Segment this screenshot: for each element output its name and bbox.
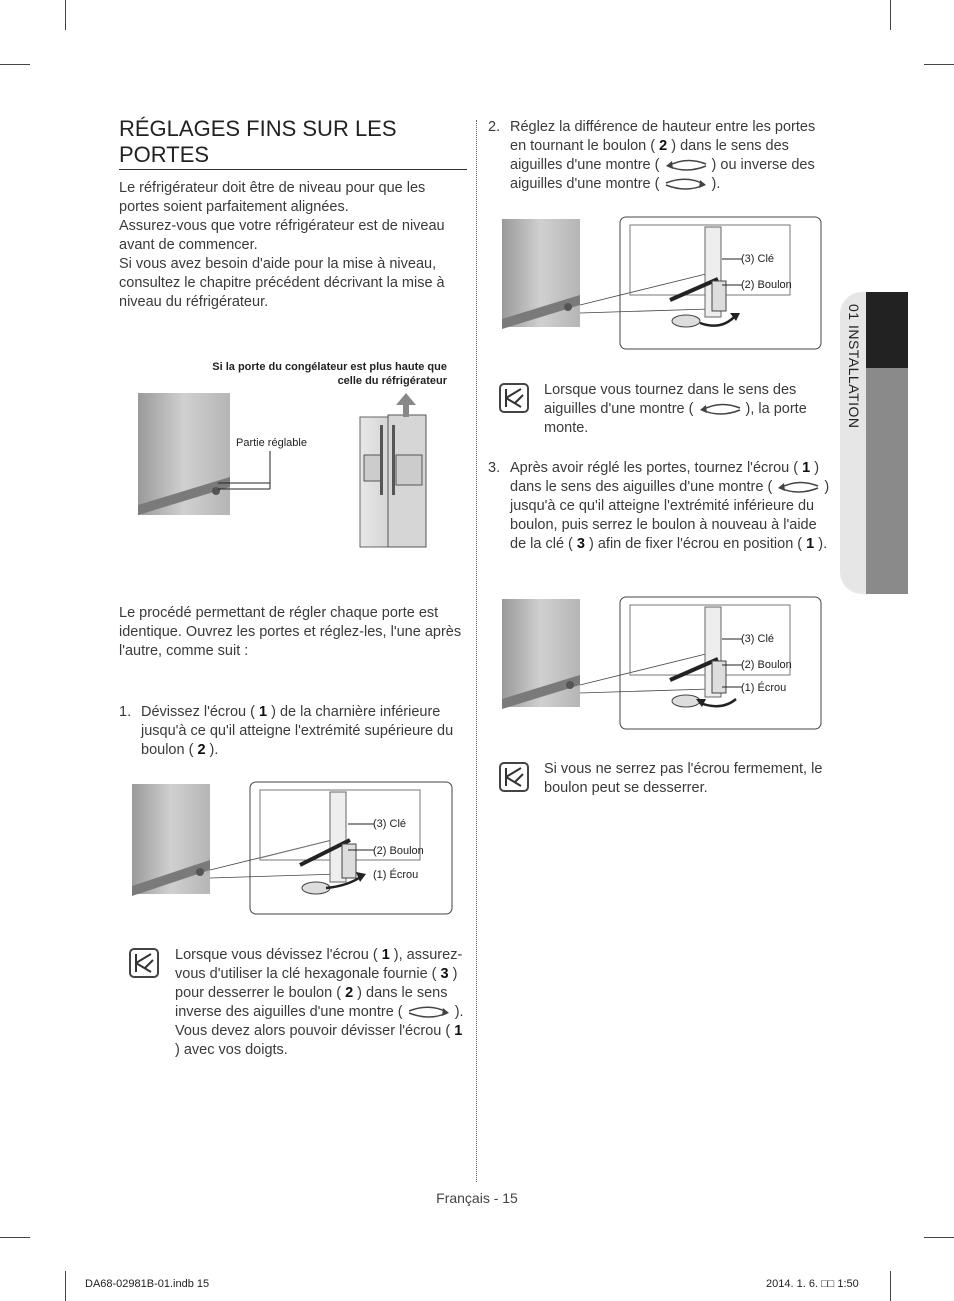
- ref-number: 2: [659, 138, 668, 154]
- side-tab-marker: [866, 292, 908, 368]
- ref-number: 3: [576, 536, 585, 552]
- step-3-text: [510, 459, 832, 554]
- key-label: (3) Clé: [741, 633, 775, 645]
- text-run: Après avoir réglé les portes, tournez l'écrou (: [510, 460, 803, 476]
- note-icon: [499, 762, 529, 792]
- text-run: ) dans le sens inverse des aiguilles d'une montre (: [175, 985, 448, 1020]
- crop-mark: [0, 64, 30, 65]
- text-run: ) de la charnière inférieure jusqu'à ce qu'il atteigne l'extrémité supérieure du boulon (: [141, 704, 454, 758]
- nut-label: (1) Écrou: [741, 682, 787, 694]
- note-3-text: Si vous ne serrez pas l'écrou fermement, le boulon peut se desserrer.: [544, 761, 823, 796]
- crop-mark: [924, 64, 954, 65]
- text-run: ) dans le sens des aiguilles d'une montre (: [510, 460, 820, 495]
- figure-caption: [190, 360, 447, 388]
- text-run: ) afin de fixer l'écrou en position (: [584, 536, 807, 552]
- note-2-text: [544, 381, 832, 438]
- note-1-paragraph: [175, 946, 467, 1022]
- intro-text: [119, 179, 467, 312]
- figure-caption-line: celle du réfrigérateur: [337, 375, 447, 387]
- text-run: ).: [450, 1004, 464, 1020]
- note-1-text: [175, 946, 467, 1060]
- text-run: Réglez la différence de hauteur entre les portes en tournant le boulon (: [510, 119, 816, 154]
- note-icon: [129, 948, 159, 978]
- page-title: RÉGLAGES FINS SUR LES PORTES: [119, 116, 397, 167]
- crop-mark: [890, 0, 891, 30]
- text-run: ), assurez-vous d'utiliser la clé hexagonale fournie (: [175, 947, 463, 982]
- nut-label: (1) Écrou: [373, 869, 419, 881]
- ref-number: 1: [806, 536, 815, 552]
- crop-mark: [65, 0, 66, 30]
- adjustable-part-label: Partie réglable: [236, 437, 307, 449]
- note-1-paragraph: [175, 1022, 467, 1060]
- print-date: 2014. 1. 6. □□ 1:50: [766, 1278, 859, 1290]
- step-2-text: [510, 118, 832, 194]
- ref-number: 1: [259, 704, 268, 720]
- file-slug: DA68-02981B-01.indb 15: [85, 1278, 210, 1290]
- ref-number: 2: [345, 985, 354, 1001]
- bolt-label: (2) Boulon: [741, 659, 792, 671]
- text-run: Lorsque vous tournez dans le sens des aiguilles d'une montre (: [544, 382, 797, 417]
- intro-paragraph: Assurez-vous que votre réfrigérateur est de niveau avant de commencer.: [119, 218, 445, 253]
- figure-caption-line: Si la porte du congélateur est plus haute que: [212, 361, 447, 373]
- procedure-text: Le procédé permettant de régler chaque porte est identique. Ouvrez les portes et réglez-les, l'une après l'autre, comme suit :: [119, 605, 462, 659]
- clockwise-arrow-icon: [698, 402, 742, 416]
- text-run: ) dans le sens des aiguilles d'une montre (: [510, 138, 789, 173]
- crop-mark: [65, 1271, 66, 1301]
- ref-number: 1: [802, 460, 811, 476]
- ref-number: 1: [454, 1023, 463, 1039]
- text-run: Lorsque vous dévissez l'écrou (: [175, 947, 382, 963]
- column-divider: [476, 120, 477, 1182]
- clockwise-arrow-icon: [776, 480, 820, 494]
- text-run: Vous devez alors pouvoir dévisser l'écrou (: [175, 1023, 455, 1039]
- clockwise-arrow-icon: [664, 158, 708, 172]
- crop-mark: [924, 1237, 954, 1238]
- ref-number: 2: [197, 742, 206, 758]
- text-run: ) pour desserrer le boulon (: [175, 966, 458, 1001]
- text-run: ), la porte monte.: [544, 401, 807, 436]
- text-run: ) ou inverse des aiguilles d'une montre (: [510, 157, 815, 192]
- bolt-label: (2) Boulon: [741, 279, 792, 291]
- step-number: 3.: [488, 460, 501, 476]
- step-number: 1.: [119, 704, 132, 720]
- counterclockwise-arrow-icon: [664, 177, 708, 191]
- intro-paragraph: Si vous avez besoin d'aide pour la mise à niveau, consultez le chapitre précédent décrivant la mise à niveau du réfrigérateur.: [119, 256, 445, 310]
- text-run: ).: [707, 176, 721, 192]
- ref-number: 1: [381, 947, 390, 963]
- note-icon: [499, 383, 529, 413]
- text-run: Dévissez l'écrou (: [141, 704, 259, 720]
- step-1-text: [141, 703, 467, 760]
- intro-paragraph: Le réfrigérateur doit être de niveau pour que les portes soient parfaitement alignées.: [119, 180, 426, 215]
- title-underline: [119, 169, 467, 170]
- text-run: ) jusqu'à ce qu'il atteigne l'extrémité inférieure du boulon, puis serrez le boulon à nouveau à l'aide de la clé (: [510, 479, 830, 552]
- ref-number: 3: [440, 966, 449, 982]
- step-number: 2.: [488, 119, 501, 135]
- text-run: ) avec vos doigts.: [175, 1042, 288, 1058]
- crop-mark: [0, 1237, 30, 1238]
- crop-mark: [890, 1271, 891, 1301]
- key-label: (3) Clé: [741, 253, 775, 265]
- counterclockwise-arrow-icon: [407, 1005, 451, 1019]
- section-label: 01 INSTALLATION: [846, 304, 862, 429]
- text-run: ).: [814, 536, 828, 552]
- page-number: Français - 15: [436, 1190, 518, 1206]
- key-label: (3) Clé: [373, 818, 407, 830]
- text-run: ).: [205, 742, 219, 758]
- door-level-illustration: [130, 385, 450, 555]
- bolt-label: (2) Boulon: [373, 845, 424, 857]
- side-tab-band: [866, 368, 908, 594]
